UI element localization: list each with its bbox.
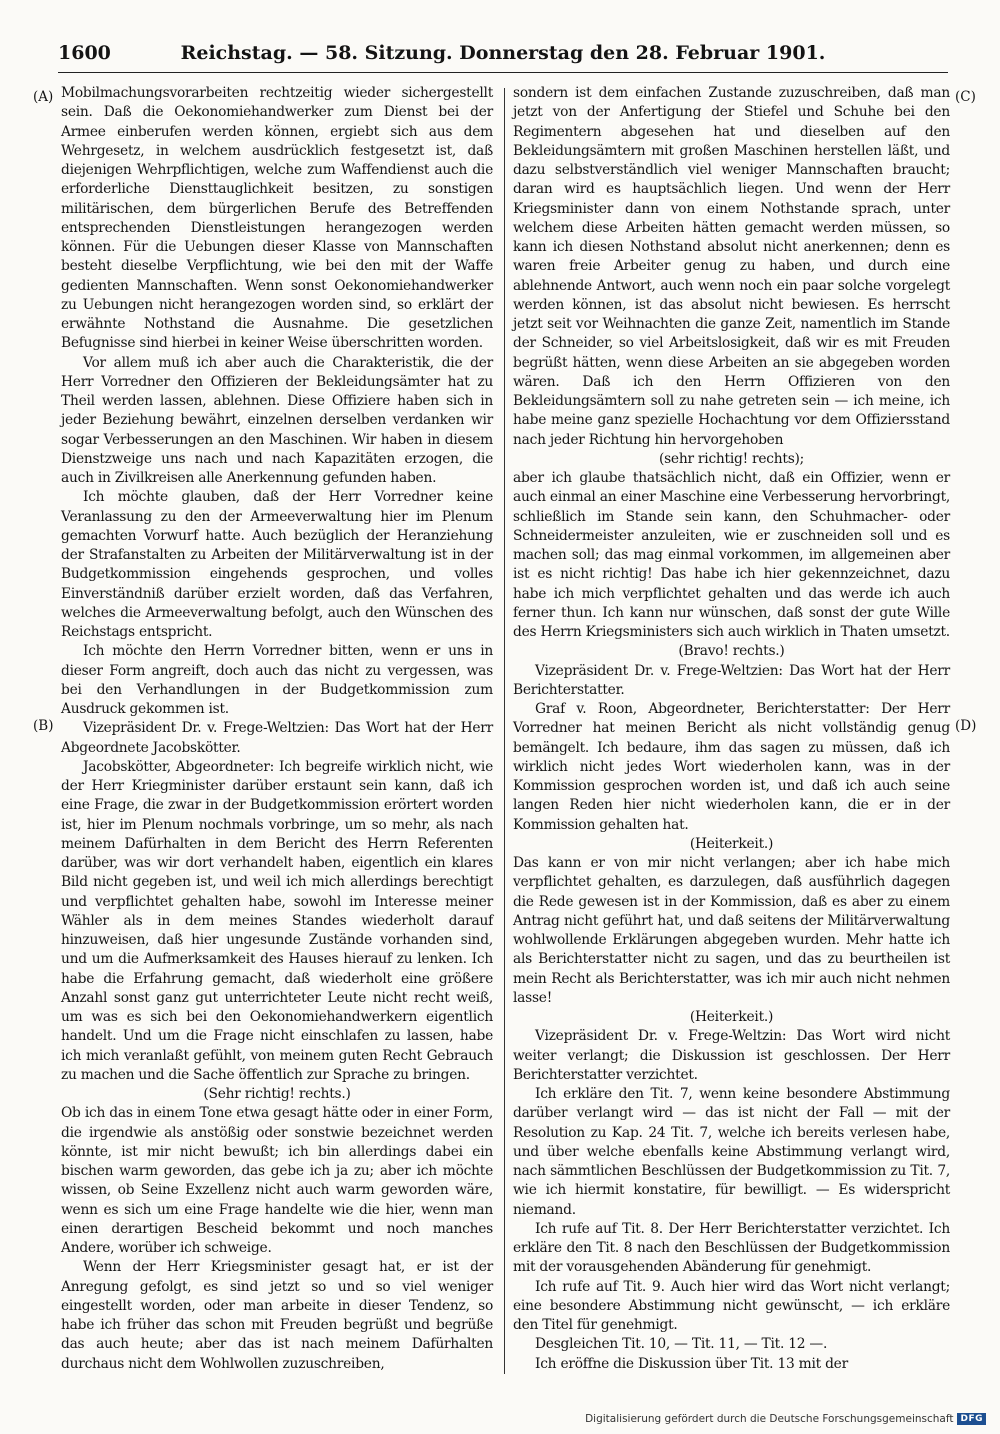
interjection: (Heiterkeit.) — [689, 1009, 774, 1025]
speaker-paragraph: Vizepräsident Dr. v. Frege-Weltzin: Das Wort wird nicht weiter verlangt; die Diskussion ist geschlossen. Der Herr Berichterstatter verzichtet. — [513, 1028, 950, 1083]
speaker-paragraph: Jacobskötter, Abgeordneter: Ich begreife wirklich nicht, wie der Herr Kriegminister darüber erstaunt sein kann, daß ich eine Frage, die zwar in der Budgetkommission erörtert worden ist, hier im Plenum nochmals vorbringe, um so mehr, als nach meinem Dafürhalten in dem Bericht des Herrn Referenten darüber, was wir dort verhandelt haben, eigentlich ein klares Bild nicht gegeben ist, und weil ich mich allerdings berechtigt und verpflichtet gehalten habe, sowohl im Interesse meiner Wähler als in dem meines Standes wiederholt darauf hinzuweisen, daß hier ungesunde Zustände vorhanden sind, und um die Aufmerksamkeit des Hauses hierauf zu lenken. Ich habe die Erfahrung gemacht, daß wiederholt eine größere Anzahl sonst ganz gut unterrichteter Leute nicht recht weiß, um was es sich bei den Oekonomiehandwerkern eigentlich handelt. Und um die Frage nicht einschlafen zu lassen, habe ich mich veranlaßt gefühlt, von meinem guten Recht Gebrauch zu machen und die Sache öffentlich zur Sprache zu bringen. — [61, 758, 493, 1083]
funding-note: Digitalisierung gefördert durch die Deutsche Forschungsgemeinschaft — [585, 1413, 954, 1425]
paragraph: Ich möchte den Herrn Vorredner bitten, wenn er uns in dieser Form angreift, doch auch das nicht zu vergessen, was bei den Verhandlungen in der Budgetkommission zum Ausdruck gekommen ist. — [61, 643, 493, 717]
paragraph: Das kann er von mir nicht verlangen; aber ich habe mich verpflichtet gehalten, es darzulegen, daß ausführlich dagegen die Rede gewesen ist in der Kommission, daß es aber zu einem Antrag nicht geführt hat, und daß seitens der Militärverwaltung wohlwollende Erklärungen abgegeben wurden. Mehr hatte ich als Berichterstatter nicht zu sagen, und das zu beurtheilen ist mein Recht als Berichterstatter, was ich mir auch nicht nehmen lasse! — [513, 855, 950, 1006]
paragraph: Wenn der Herr Kriegsminister gesagt hat, er ist der Anregung gefolgt, es sind jetzt so und so viel weniger eingestellt worden, oder man arbeite in dieser Tendenz, so habe ich früher das schon mit Freuden begrüßt und begrüße das auch heute; aber das ist nach meinem Dafürhalten durchaus nicht dem Wohlwollen zuzuschreiben, — [61, 1259, 493, 1372]
page-footer — [585, 1413, 986, 1425]
interjection: (sehr richtig! rechts); — [658, 450, 805, 467]
running-title: Reichstag. — 58. Sitzung. Donnerstag den 28. Februar 1901. — [180, 42, 826, 64]
margin-marker-a: (A) — [33, 89, 54, 105]
interjection: (Bravo! rechts.) — [678, 643, 785, 660]
paragraph: Ob ich das in einem Tone etwa gesagt hätte oder in einer Form, die irgendwie als anstößig oder sonstwie bezeichnet werden könnte, ist mir nicht bewußt; ich bin allerdings dabei ein bischen warm geworden, das gebe ich ja zu; aber ich möchte wissen, ob Seine Exzellenz nicht auch warm geworden wäre, wenn es sich um eine Frage handelte wie die hier, wenn man einen derartigen Bescheid bekommt und noch manches Andere, worüber ich schweige. — [61, 1105, 493, 1256]
paragraph: Desgleichen Tit. 10, — Tit. 11, — Tit. 12 —. — [535, 1336, 828, 1353]
paragraph: sondern ist dem einfachen Zustande zuzuschreiben, daß man jetzt von der Anfertigung der Stiefel und Schuhe bei den Regimentern abgesehen hat und dieselben auf den Bekleidungsämtern mit großen Maschinen herstellen läßt, und dazu selbstverständlich viel weniger Mannschaften braucht; daran wird es hauptsächlich liegen. Und wenn der Herr Kriegsminister dann von einem Nothstande sprach, unter welchem diese Arbeiten hätten gemacht werden müssen, so kann ich diesen Nothstand absolut nicht anerkennen; denn es waren freie Arbeiter genug zu haben, und durch eine ablehnende Antwort, auch wenn noch ein paar solche vorgelegt werden können, ist das absolut nicht bewiesen. Es herrscht jetzt seit vor Weihnachten die ganze Zeit, namentlich im Stande der Schneider, so viel Arbeitslosigkeit, daß wir es mit Freuden begrüßt hätten, wenn diese Arbeiten an sie abgegeben worden wären. Daß ich den Herrn Offizieren von den Bekleidungsämtern soll zu nahe getreten sein — ich meine, ich habe meine ganz spezielle Hochachtung vor dem Offiziersstand nach jeder Richtung hin hervorgehoben — [513, 85, 950, 448]
page-header — [58, 38, 948, 66]
paragraph: Ich rufe auf Tit. 9. Auch hier wird das Wort nicht verlangt; eine besondere Abstimmung nicht gewünscht, — ich erkläre den Titel für genehmigt. — [513, 1278, 950, 1333]
interjection: (Sehr richtig! rechts.) — [203, 1086, 351, 1102]
margin-marker-b: (B) — [33, 718, 54, 734]
interjection: (Heiterkeit.) — [689, 835, 774, 852]
page-number: 1600 — [58, 42, 111, 64]
paragraph: Ich erkläre den Tit. 7, wenn keine besondere Abstimmung darüber verlangt wird — das ist nicht der Fall — mit der Resolution zu Kap. 24 Tit. 7, welche ich bereits verlesen habe, und über welche ebenfalls keine Abstimmung verlangt wird, nach sämmtlichen Beschlüssen der Budgetkommission zu Tit. 7, wie ich hiermit konstatire, für bewilligt. — Es widerspricht niemand. — [513, 1086, 950, 1218]
paragraph: Vor allem muß ich aber auch die Charakteristik, die der Herr Vorredner den Offizieren der Bekleidungsämter hat zu Theil werden lassen, ablehnen. Diese Offiziere haben sich in jeder Beziehung bewährt, einzelnen derselben verdanken wir sogar Verbesserungen an den Maschinen. Wir haben in diesem Dienstzweige uns nach und nach Kapazitäten erzogen, die auch in Zivilkreisen alle Anerkennung gefunden haben. — [61, 354, 493, 486]
speaker-paragraph: Vizepräsident Dr. v. Frege-Weltzien: Das Wort hat der Herr Berichterstatter. — [513, 662, 950, 698]
dfg-logo: DFG — [957, 1413, 986, 1425]
paragraph: aber ich glaube thatsächlich nicht, daß ein Offizier, wenn er auch einmal an einer Maschine eine Verbesserung hervorbringt, schließlich im Stande sein kann, den Schuhmacher- oder Schneidermeister anzuleiten, wie er zuschneiden soll und es machen soll; das mag einmal vorkommen, im allgemeinen aber ist es nicht richtig! Das habe ich hier gekennzeichnet, dazu habe ich mich verpflichtet gehalten und das werde ich auch ferner thun. Ich kann nur wünschen, daß sonst der gute Wille des Herrn Kriegsministers sich auch wirklich in Thaten umsetzt. — [513, 470, 950, 640]
paragraph: Ich rufe auf Tit. 8. Der Herr Berichterstatter verzichtet. Ich erkläre den Tit. 8 nach den Beschlüssen der Budgetkommission mit der vorausgehenden Abänderung für genehmigt. — [513, 1220, 950, 1276]
column-divider — [504, 88, 505, 1374]
margin-marker-d: (D) — [955, 718, 977, 734]
right-column — [513, 84, 950, 1374]
margin-marker-c: (C) — [955, 89, 976, 105]
left-column — [61, 84, 493, 1374]
paragraph: Mobilmachungsvorarbeiten rechtzeitig wieder sichergestellt sein. Daß die Oekonomiehandwerker zum Dienst bei der Armee einberufen werden können, ergiebt sich aus dem Wehrgesetz, in welchem ausdrücklich festgesetzt ist, daß diejenigen Wehrpflichtigen, welche zum Waffendienst auch die erforderliche Diensttauglichkeit besitzen, zu sonstigen militärischen, dem bürgerlichen Berufe des Betreffenden entsprechenden Dienstleistungen herangezogen werden können. Für die Uebungen dieser Klasse von Mannschaften besteht dieselbe Verpflichtung, wie bei den mit der Waffe gedienten Mannschaften. Wenn sonst Oekonomiehandwerker zu Uebungen nicht herangezogen worden sind, so erklärt der erwähnte Nothstand die Ausnahme. Die gesetzlichen Befugnisse sind hierbei in keiner Weise überschritten worden. — [61, 85, 493, 352]
header-rule — [58, 72, 948, 73]
paragraph: Ich möchte glauben, daß der Herr Vorredner keine Veranlassung zu den der Armeeverwaltung hier im Plenum gemachten Vorwurf hatte. Auch bezüglich der Heranziehung der Strafanstalten zu Arbeiten der Militärverwaltung ist in der Budgetkommission eingehends gesprochen, und volles Einverständniß darüber erzielt worden, daß das Verfahren, welches die Armeeverwaltung befolgt, auch den Wünschen des Reichstags entspricht. — [61, 489, 493, 640]
paragraph: Ich eröffne die Diskussion über Tit. 13 mit der — [535, 1355, 848, 1372]
speaker-paragraph: Vizepräsident Dr. v. Frege-Weltzien: Das Wort hat der Herr Abgeordnete Jacobskötter. — [61, 720, 493, 756]
speaker-paragraph: Graf v. Roon, Abgeordneter, Berichterstatter: Der Herr Vorredner hat meinen Bericht als nicht vollständig genug bemängelt. Ich bedaure, ihm das sagen zu müssen, daß ich wirklich nicht jedes Wort wiederholen kann, was in der Kommission gesprochen worden ist, und daß ich auch seine langen Reden hier nicht wiederholen kann, die er in der Kommission gehalten hat. — [513, 701, 950, 833]
